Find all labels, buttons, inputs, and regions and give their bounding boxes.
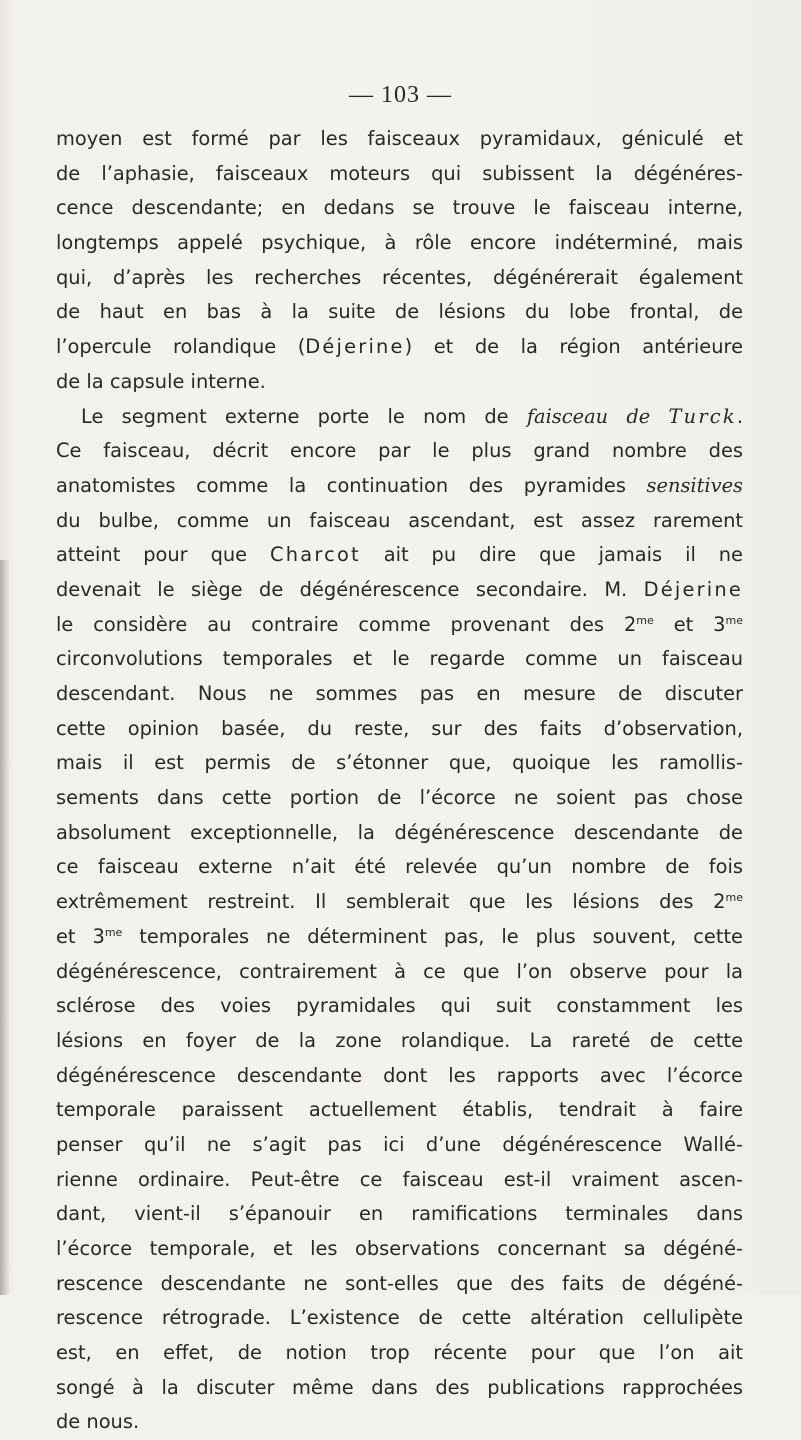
text-segment: ait pu dire que jamais il ne (360, 543, 743, 567)
text-line (56, 746, 743, 781)
text-line (56, 365, 743, 400)
text-line (56, 1232, 743, 1267)
text-segment: de la capsule interne. (56, 369, 266, 393)
text-line (56, 573, 743, 608)
text-segment: Charcot (270, 543, 361, 567)
text-segment: circonvolutions temporales et le regarde comme un faisceau (56, 647, 743, 671)
text-segment: sclérose des voies pyramidales qui suit constamment les (56, 994, 743, 1018)
text-segment: mais il est permis de s’étonner que, quoique les ramollis- (56, 751, 743, 775)
text-line (56, 330, 743, 365)
text-line (56, 1267, 743, 1302)
text-line (56, 1301, 743, 1336)
text-line (56, 1336, 743, 1371)
superscript: me (636, 613, 654, 627)
text-line (56, 295, 743, 330)
text-line (56, 989, 743, 1024)
text-line (56, 1093, 743, 1128)
text-line (56, 1371, 743, 1406)
text-segment: descendant. Nous ne sommes pas en mesure de discuter (56, 682, 743, 705)
text-line (56, 850, 743, 885)
text-segment: sements dans cette portion de l’écorce ne soient pas chose (56, 786, 743, 810)
text-segment: songé à la discuter même dans des publications rapprochées (56, 1375, 743, 1399)
text-line (56, 677, 743, 712)
text-segment: ) et de la région antérieure (404, 335, 743, 359)
text-line (56, 191, 743, 226)
superscript: me (725, 613, 743, 627)
text-segment: dégénérescence descendante dont les rapports avec l’écorce (56, 1063, 743, 1087)
text-segment: ce faisceau externe n’ait été relevée qu’un nombre de fois (56, 855, 743, 879)
text-segment: temporale paraissent actuellement établis, tendrait à faire (56, 1098, 743, 1122)
text-line (56, 885, 743, 920)
text-segment: Déjerine (305, 335, 405, 359)
superscript: me (104, 925, 123, 939)
body-text (56, 122, 743, 1440)
text-segment: anatomistes comme la continuation des pyramides (56, 473, 647, 497)
text-segment: dégénérescence, contrairement à ce que l’on observe pour la (56, 959, 743, 983)
text-segment: . (736, 404, 743, 428)
text-segment: rescence rétrograde. L’existence de cette altération cellulipète (56, 1306, 743, 1330)
text-line (56, 1059, 743, 1094)
text-segment: est, en effet, de notion trop récente pour que l’on ait (56, 1341, 743, 1365)
text-segment: Le segment externe porte le nom de (81, 404, 527, 428)
text-segment: absolument exceptionnelle, la dégénérescence descendante de (56, 820, 743, 844)
text-line (56, 261, 743, 296)
text-line (56, 157, 743, 192)
text-segment: rienne ordinaire. Peut-être ce faisceau est-il vraiment ascen- (56, 1167, 743, 1191)
text-segment: qui, d’après les recherches récentes, dégénérerait également (56, 265, 743, 289)
text-line (56, 608, 743, 643)
text-segment: de haut en bas à la suite de lésions du lobe frontal, de (56, 300, 743, 324)
text-line (56, 955, 743, 990)
text-segment: cette opinion basée, du reste, sur des faits d’observation, (56, 716, 743, 740)
text-line (56, 226, 743, 261)
text-segment: extrêmement restreint. Il semblerait que les lésions des 2 (56, 890, 726, 914)
text-line (56, 434, 743, 469)
text-line (56, 538, 743, 573)
page-edge-shadow (0, 560, 10, 1295)
text-line (56, 781, 743, 816)
text-segment: Déjerine (643, 577, 743, 601)
text-segment: et 3 (56, 924, 105, 948)
text-line (56, 469, 743, 504)
text-segment: l’écorce temporale, et les observations concernant sa dégéné- (56, 1237, 743, 1260)
text-line (56, 1024, 743, 1059)
text-segment: de l’aphasie, faisceaux moteurs qui subissent la dégénéres- (56, 161, 743, 185)
page-number: — 103 — (349, 82, 452, 108)
text-segment: Turck (668, 404, 737, 428)
text-segment: cence descendante; en dedans se trouve le faisceau interne, (56, 196, 743, 220)
text-segment: penser qu’il ne s’agit pas ici d’une dégénérescence Wallé- (56, 1132, 743, 1156)
text-segment: du bulbe, comme un faisceau ascendant, est assez rarement (56, 508, 743, 532)
text-line (56, 400, 743, 435)
text-segment: sensitives (646, 473, 743, 497)
text-segment: Ce faisceau, décrit encore par le plus grand nombre des (56, 439, 743, 463)
superscript: me (725, 891, 743, 905)
text-segment: atteint pour que (56, 543, 271, 567)
text-line (56, 504, 743, 539)
text-line (56, 816, 743, 851)
text-line (56, 642, 743, 677)
text-line (56, 122, 743, 157)
text-segment: lésions en foyer de la zone rolandique. La rareté de cette (56, 1028, 743, 1052)
text-segment: l’opercule rolandique ( (56, 335, 306, 359)
text-segment: et 3 (653, 612, 726, 636)
text-segment: le considère au contraire comme provenant des 2 (56, 612, 637, 636)
text-line (56, 920, 743, 955)
text-line (56, 1197, 743, 1232)
text-segment: temporales ne déterminent pas, le plus souvent, cette (122, 924, 743, 948)
text-line (56, 712, 743, 747)
text-segment: moyen est formé par les faisceaux pyramidaux, géniculé et (56, 127, 743, 150)
text-segment: longtemps appelé psychique, à rôle encore indéterminé, mais (56, 231, 743, 255)
text-segment: devenait le siège de dégénérescence secondaire. M. (56, 577, 644, 601)
text-line (56, 1163, 743, 1198)
text-segment: de nous. (56, 1410, 140, 1434)
text-segment: dant, vient-il s’épanouir en ramifications terminales dans (56, 1202, 743, 1226)
text-segment: faisceau de (526, 404, 669, 428)
text-line (56, 1405, 743, 1440)
text-line (56, 1128, 743, 1163)
text-segment: rescence descendante ne sont-elles que des faits de dégéné- (56, 1271, 743, 1295)
